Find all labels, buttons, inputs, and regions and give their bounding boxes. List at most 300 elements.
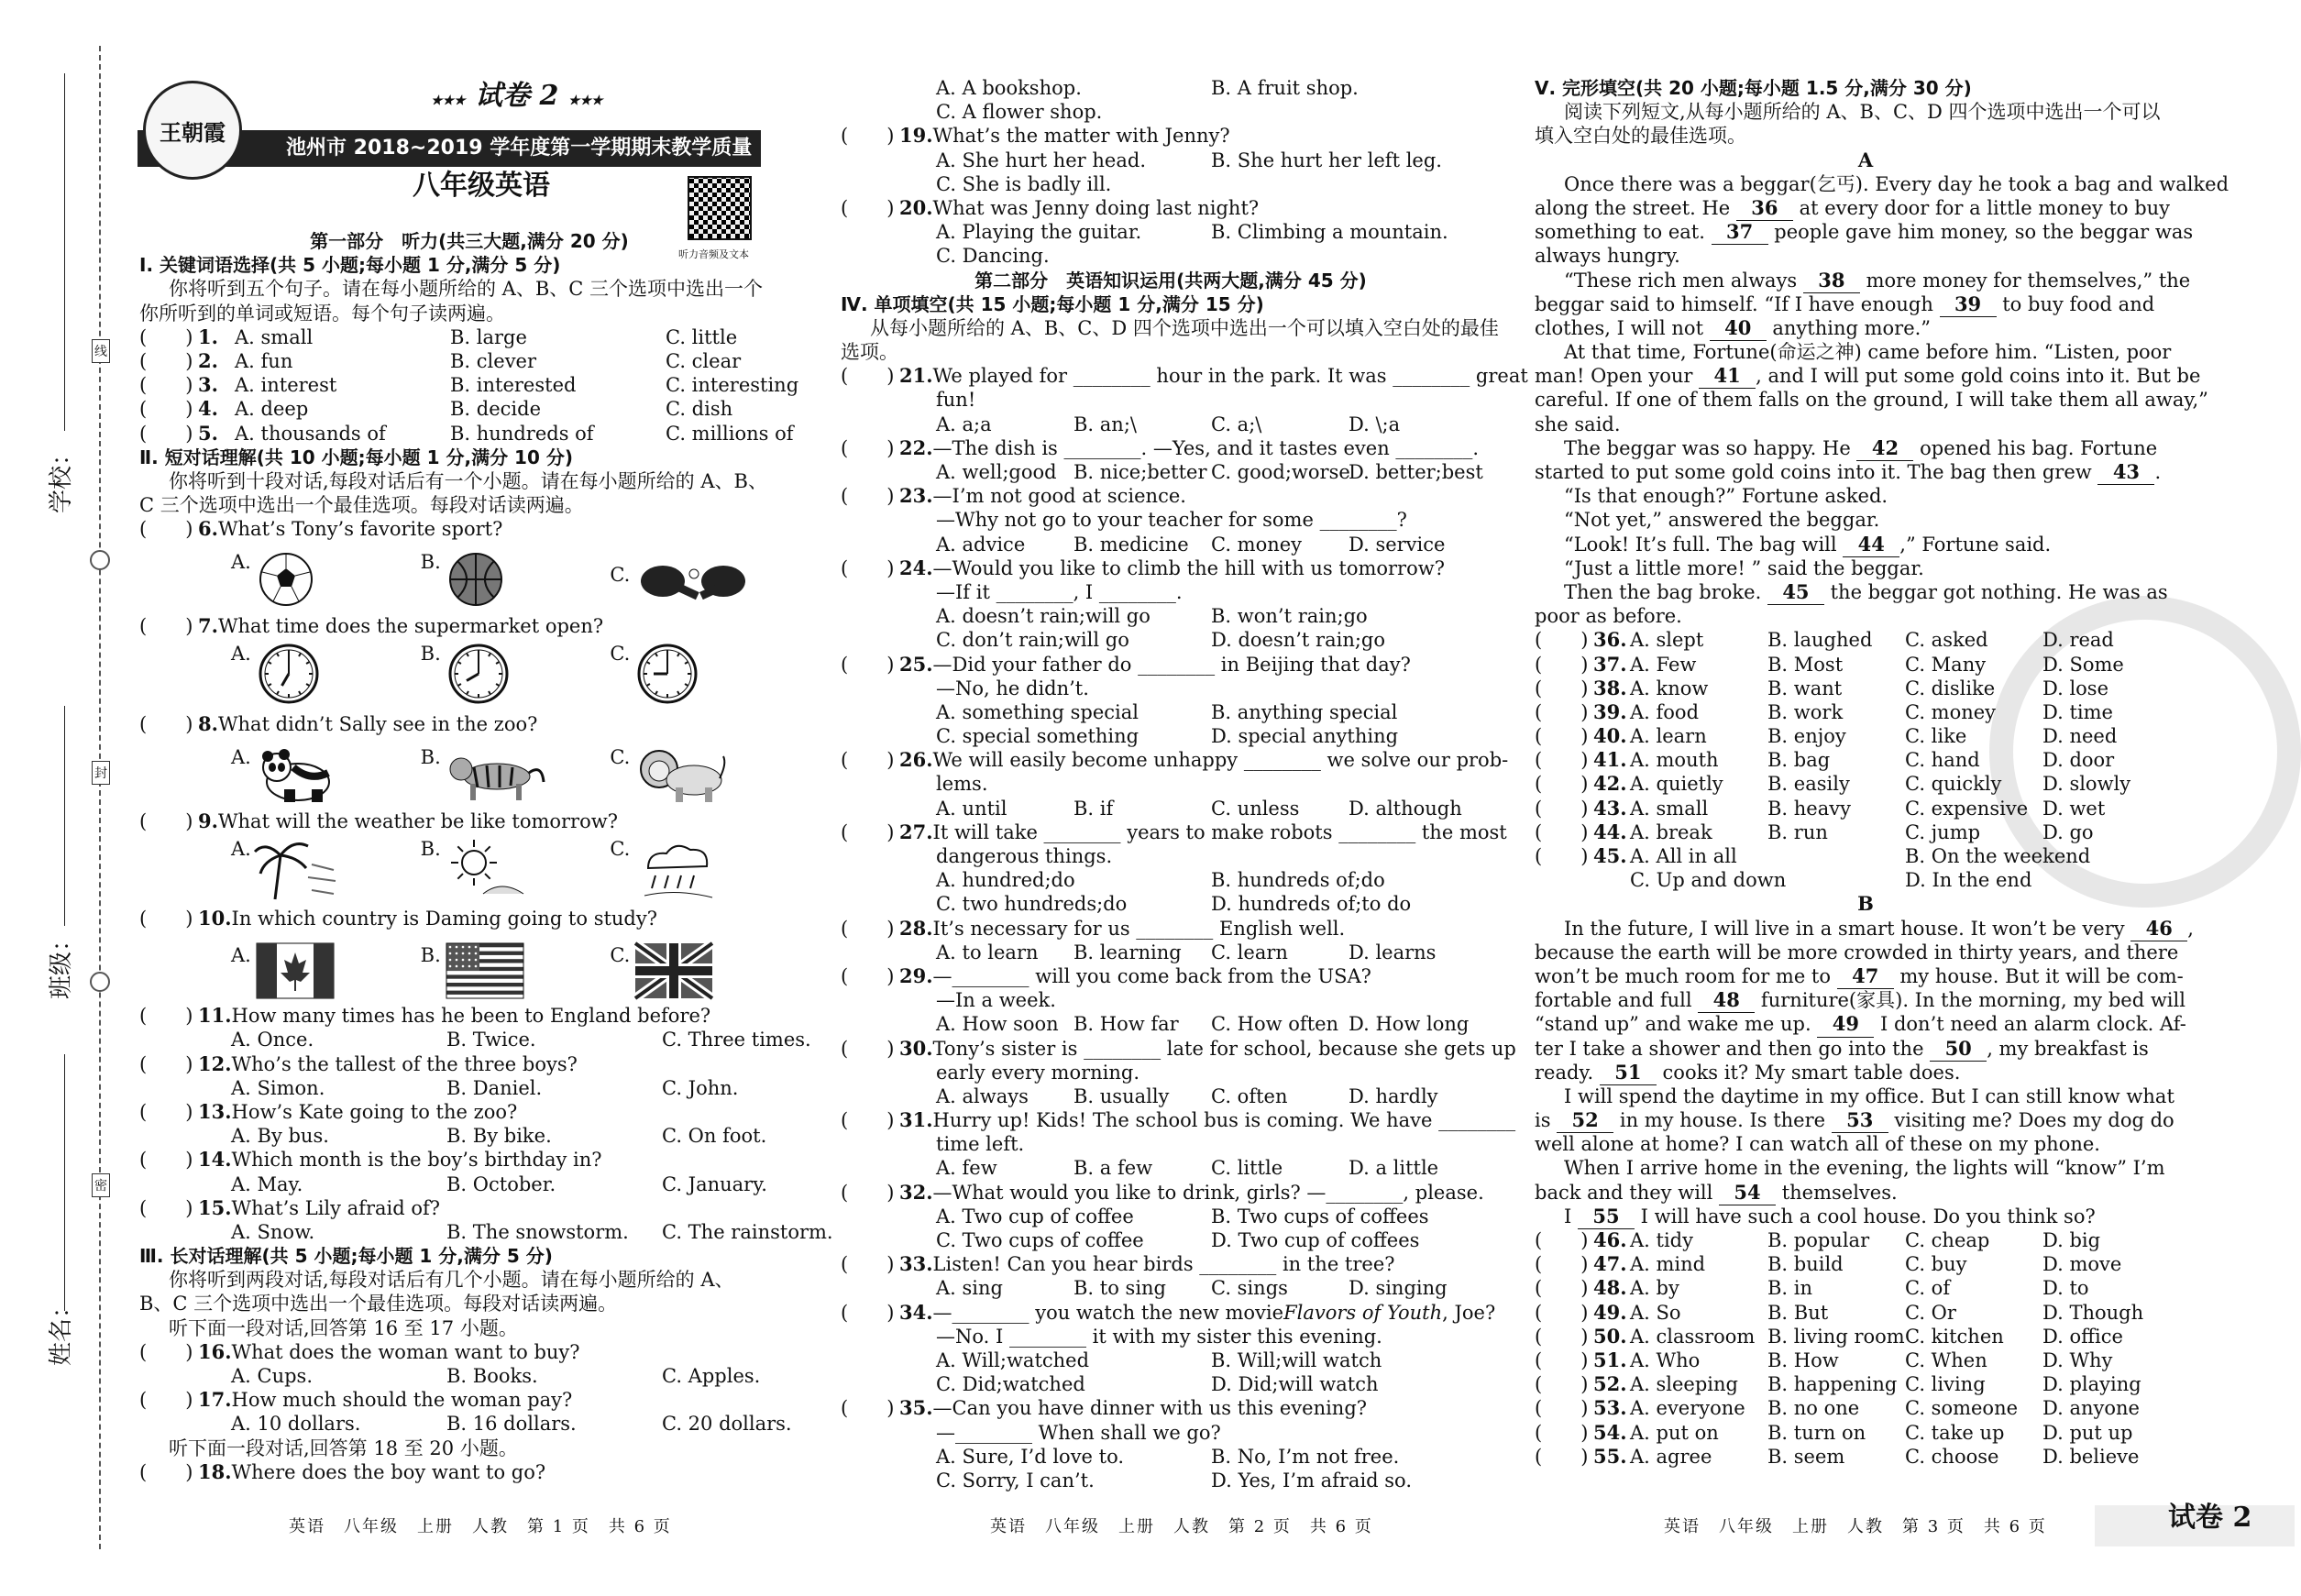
answer-bracket[interactable]: ( ) — [1535, 1253, 1589, 1276]
answer-bracket[interactable]: ( ) — [1535, 725, 1589, 748]
option[interactable]: A. put on — [1630, 1421, 1719, 1444]
answer-bracket[interactable]: ( ) — [139, 809, 193, 832]
answer-bracket[interactable]: ( ) — [1535, 1325, 1589, 1348]
section-heading — [841, 269, 1501, 292]
option[interactable]: A. sing — [936, 1277, 1003, 1300]
cloze-blank[interactable]: 41 — [1699, 364, 1756, 389]
option[interactable]: B. hundreds of — [450, 422, 594, 445]
option[interactable]: A. She hurt her head. — [936, 149, 1146, 171]
cloze-blank[interactable]: 54 — [1719, 1181, 1776, 1205]
picture-option[interactable] — [421, 837, 611, 907]
option[interactable]: A. Few — [1630, 653, 1697, 676]
option[interactable]: B. Most — [1767, 653, 1844, 676]
option[interactable]: C. quickly — [1905, 773, 2002, 796]
option[interactable]: D. move — [2042, 1253, 2122, 1276]
option[interactable]: C. don’t rain;will go — [936, 629, 1129, 652]
option[interactable]: C. two hundreds;do — [936, 893, 1128, 916]
answer-bracket[interactable]: ( ) — [139, 518, 193, 541]
cloze-blank[interactable]: 38 — [1803, 269, 1860, 293]
answer-bracket[interactable]: ( ) — [841, 1397, 895, 1420]
question-stem: —________ you watch the new movie — [932, 1301, 1284, 1324]
cloze-blank[interactable]: 47 — [1837, 964, 1894, 989]
answer-bracket[interactable]: ( ) — [841, 1037, 895, 1060]
cloze-blank[interactable]: 46 — [2130, 917, 2187, 941]
option[interactable]: D. hundreds of;to do — [1211, 893, 1412, 916]
option[interactable]: A. food — [1630, 700, 1700, 723]
option[interactable]: B. to sing — [1073, 1277, 1167, 1300]
cloze-blank[interactable]: 53 — [1832, 1108, 1888, 1133]
answer-bracket[interactable]: ( ) — [1535, 1421, 1589, 1444]
option[interactable]: C. dislike — [1905, 677, 1996, 699]
cloze-blank[interactable]: 52 — [1557, 1108, 1613, 1133]
option[interactable]: B. No, I’m not free. — [1211, 1445, 1400, 1468]
question-stem: What’s Lily afraid of? — [231, 1196, 441, 1219]
option[interactable]: B. usually — [1073, 1084, 1170, 1107]
answer-bracket[interactable]: ( ) — [841, 749, 895, 772]
option[interactable]: D. better;best — [1349, 461, 1483, 483]
option[interactable]: A. Will;watched — [936, 1348, 1090, 1371]
answer-bracket[interactable]: ( ) — [841, 436, 895, 459]
cloze-blank[interactable]: 51 — [1600, 1061, 1657, 1085]
option[interactable]: A. Simon. — [231, 1076, 325, 1099]
option[interactable]: D. \;a — [1349, 413, 1401, 435]
option[interactable]: B. an;\ — [1073, 413, 1137, 435]
answer-bracket[interactable]: ( ) — [841, 485, 895, 508]
option[interactable]: A. Sure, I’d love to. — [936, 1445, 1125, 1468]
option[interactable]: B. decide — [450, 398, 542, 421]
option[interactable]: C. hand — [1905, 749, 1980, 772]
answer-bracket[interactable]: ( ) — [1535, 820, 1589, 843]
answer-bracket[interactable]: ( ) — [1535, 629, 1589, 652]
option[interactable]: D. learns — [1349, 941, 1437, 963]
answer-bracket[interactable]: ( ) — [841, 964, 895, 987]
option[interactable]: A. Once. — [231, 1029, 314, 1051]
picture-option[interactable] — [421, 550, 611, 614]
option[interactable]: B. happening — [1767, 1373, 1898, 1396]
option[interactable]: A. hundred;do — [936, 869, 1075, 892]
option[interactable]: C. She is badly ill. — [936, 172, 1112, 195]
answer-bracket[interactable]: ( ) — [139, 349, 193, 372]
option[interactable]: B. build — [1767, 1253, 1844, 1276]
option[interactable]: C. The rainstorm. — [662, 1220, 833, 1243]
answer-bracket[interactable]: ( ) — [841, 1109, 895, 1132]
answer-bracket[interactable]: ( ) — [139, 1149, 193, 1172]
option[interactable]: A. fun — [235, 349, 293, 372]
answer-bracket[interactable]: ( ) — [1535, 845, 1589, 867]
cloze-blank[interactable]: 36 — [1736, 196, 1793, 221]
question-stem: We will easily become unhappy ________ we solve our prob- — [932, 749, 1509, 772]
answer-bracket[interactable]: ( ) — [1535, 1229, 1589, 1251]
cloze-blank[interactable]: 45 — [1767, 580, 1824, 605]
option[interactable]: C. On foot. — [662, 1125, 767, 1148]
option[interactable]: D. go — [2042, 820, 2094, 843]
option[interactable]: D. wet — [2042, 797, 2106, 820]
option[interactable]: A. small — [235, 325, 314, 348]
option[interactable]: D. office — [2042, 1325, 2123, 1348]
option[interactable]: B. nice;better — [1073, 461, 1207, 483]
answer-bracket[interactable]: ( ) — [1535, 700, 1589, 723]
option[interactable]: A. Two cup of coffee — [936, 1205, 1134, 1227]
option[interactable]: D. lose — [2042, 677, 2109, 699]
option[interactable]: C. Apples. — [662, 1365, 761, 1387]
option[interactable]: B. seem — [1767, 1445, 1845, 1468]
option[interactable]: A. advice — [936, 533, 1026, 556]
option[interactable]: C. take up — [1905, 1421, 2005, 1444]
option[interactable]: C. of — [1905, 1277, 1951, 1300]
option[interactable]: B. interested — [450, 374, 577, 397]
option[interactable]: A. A bookshop. — [936, 77, 1082, 99]
instruction-text: C 三个选项中选出一个最佳选项。每段对话读两遍。 — [139, 494, 584, 517]
option[interactable]: C. asked — [1905, 629, 1988, 652]
option[interactable]: C. Or — [1905, 1301, 1956, 1324]
option[interactable]: A. Cups. — [231, 1365, 314, 1387]
option[interactable]: A. 10 dollars. — [231, 1413, 361, 1436]
option[interactable]: C. interesting — [666, 374, 799, 397]
option[interactable]: C. Three times. — [662, 1029, 811, 1051]
option[interactable]: C. dish — [666, 398, 733, 421]
option[interactable]: D. Yes, I’m afraid so. — [1211, 1469, 1413, 1491]
option[interactable]: B. hundreds of;do — [1211, 869, 1385, 892]
option[interactable]: B. laughed — [1767, 629, 1873, 652]
option[interactable]: A. quietly — [1630, 773, 1723, 796]
answer-bracket[interactable]: ( ) — [841, 653, 895, 676]
option[interactable]: C. living — [1905, 1373, 1986, 1396]
option[interactable]: A. few — [936, 1157, 997, 1180]
option[interactable]: C. someone — [1905, 1397, 2019, 1420]
option[interactable]: D. put up — [2042, 1421, 2133, 1444]
option[interactable]: A. until — [936, 797, 1007, 820]
option[interactable]: B. enjoy — [1767, 725, 1846, 748]
option[interactable]: A. How soon — [936, 1013, 1059, 1036]
question-number: 2. — [198, 348, 218, 372]
picture-option[interactable] — [610, 642, 799, 711]
answer-bracket[interactable]: ( ) — [139, 1052, 193, 1075]
question-row — [1535, 820, 2196, 844]
picture-option[interactable] — [610, 837, 799, 907]
answer-bracket[interactable]: ( ) — [139, 1340, 193, 1363]
option[interactable]: A. to learn — [936, 941, 1039, 963]
option[interactable]: B. easily — [1767, 773, 1850, 796]
answer-bracket[interactable]: ( ) — [841, 820, 895, 843]
option[interactable]: A. small — [1630, 797, 1709, 820]
option[interactable]: A. May. — [231, 1172, 303, 1195]
option[interactable]: A. mouth — [1630, 749, 1719, 772]
option[interactable]: D. although — [1349, 797, 1462, 820]
option[interactable]: B. How far — [1073, 1013, 1179, 1036]
option[interactable]: A. thousands of — [235, 422, 386, 445]
options — [841, 460, 1501, 484]
answer-bracket[interactable]: ( ) — [1535, 1348, 1589, 1371]
question-row — [1535, 1421, 2196, 1445]
option[interactable]: C. Many — [1905, 653, 1987, 676]
option[interactable]: B. want — [1767, 677, 1843, 699]
cloze-blank[interactable]: 37 — [1712, 220, 1768, 245]
option[interactable]: A. agree — [1630, 1445, 1712, 1468]
option[interactable]: A. well;good — [936, 461, 1057, 483]
option[interactable]: A. by — [1630, 1277, 1679, 1300]
option[interactable]: A. always — [936, 1084, 1029, 1107]
answer-bracket[interactable]: ( ) — [841, 125, 895, 148]
question-continuation — [841, 844, 1501, 868]
option[interactable]: C. Up and down — [1630, 869, 1787, 892]
option[interactable]: D. Some — [2042, 653, 2124, 676]
option[interactable]: B. Twice. — [446, 1029, 536, 1051]
option[interactable]: D. Why — [2042, 1348, 2113, 1371]
option[interactable]: A. mind — [1630, 1253, 1706, 1276]
question-row — [1535, 1348, 2196, 1372]
question-number: 26. — [899, 748, 933, 772]
option[interactable]: D. read — [2042, 629, 2114, 652]
option[interactable]: C. cheap — [1905, 1229, 1990, 1251]
passage-line — [1535, 269, 2196, 292]
option[interactable]: C. money — [1905, 700, 1997, 723]
question-row — [1535, 1252, 2196, 1276]
option[interactable]: A. interest — [235, 374, 337, 397]
option[interactable]: C. Dancing. — [936, 245, 1050, 268]
question-stem: dangerous things. — [936, 845, 1113, 867]
picture-option[interactable] — [231, 837, 421, 907]
answer-bracket[interactable]: ( ) — [1535, 749, 1589, 772]
option[interactable]: C. little — [666, 325, 738, 348]
picture-option[interactable] — [231, 943, 421, 1004]
option[interactable]: B. run — [1767, 820, 1828, 843]
picture-option[interactable] — [421, 943, 611, 1004]
option[interactable]: A. All in all — [1630, 845, 1737, 867]
cloze-blank[interactable]: 40 — [1710, 316, 1767, 341]
question-stem: —________ will you come back from the USA? — [932, 964, 1371, 987]
picture-option[interactable] — [610, 745, 799, 809]
answer-bracket[interactable]: ( ) — [139, 908, 193, 930]
option[interactable]: D. singing — [1349, 1277, 1448, 1300]
option[interactable]: C. When — [1905, 1348, 1987, 1371]
cloze-blank[interactable]: 44 — [1843, 533, 1899, 557]
option[interactable]: A. So — [1630, 1301, 1681, 1324]
answer-bracket[interactable]: ( ) — [139, 615, 193, 638]
answer-bracket[interactable]: ( ) — [1535, 1301, 1589, 1324]
option[interactable]: B. in — [1767, 1277, 1813, 1300]
option[interactable]: D. In the end — [1905, 869, 2032, 892]
option[interactable]: A. deep — [235, 398, 309, 421]
cloze-blank[interactable]: 49 — [1817, 1012, 1874, 1037]
option[interactable]: B. if — [1073, 797, 1114, 820]
option[interactable]: A. learn — [1630, 725, 1707, 748]
option[interactable]: C. Sorry, I can’t. — [936, 1469, 1095, 1491]
passage-line — [1535, 988, 2196, 1012]
option[interactable]: B. won’t rain;go — [1211, 605, 1368, 628]
option[interactable]: B. A fruit shop. — [1211, 77, 1359, 99]
option[interactable]: D. time — [2042, 700, 2113, 723]
answer-bracket[interactable]: ( ) — [139, 1389, 193, 1412]
option[interactable]: A. By bus. — [231, 1125, 329, 1148]
option[interactable]: B. By bike. — [446, 1125, 552, 1148]
answer-bracket[interactable]: ( ) — [1535, 797, 1589, 820]
option[interactable]: A. break — [1630, 820, 1712, 843]
answer-bracket[interactable]: ( ) — [841, 1181, 895, 1204]
option[interactable]: A. everyone — [1630, 1397, 1745, 1420]
answer-bracket[interactable]: ( ) — [139, 712, 193, 735]
option[interactable]: D. Though — [2042, 1301, 2144, 1324]
options — [1630, 1252, 2180, 1276]
option[interactable]: C. special something — [936, 725, 1139, 748]
option[interactable]: C. a;\ — [1211, 413, 1262, 435]
passage-text: won’t be much room for me to — [1535, 964, 1837, 987]
picture-option[interactable] — [231, 642, 421, 711]
option[interactable]: C. jump — [1905, 820, 1981, 843]
option[interactable]: D. doesn’t rain;go — [1211, 629, 1386, 652]
option[interactable]: B. learning — [1073, 941, 1182, 963]
option[interactable]: D. Did;will watch — [1211, 1373, 1379, 1396]
option[interactable]: A. something special — [936, 700, 1139, 723]
picture-option[interactable] — [421, 642, 611, 711]
answer-bracket[interactable]: ( ) — [139, 1005, 193, 1028]
option[interactable]: B. Will;will watch — [1211, 1348, 1382, 1371]
option[interactable]: C. choose — [1905, 1445, 1999, 1468]
picture-option[interactable] — [610, 563, 799, 614]
option[interactable]: B. On the weekend — [1905, 845, 2091, 867]
option[interactable]: C. like — [1905, 725, 1967, 748]
answer-bracket[interactable]: ( ) — [841, 1301, 895, 1324]
option[interactable]: C. little — [1211, 1157, 1283, 1180]
option[interactable]: D. door — [2042, 749, 2115, 772]
cloze-blank[interactable]: 42 — [1856, 436, 1913, 461]
option[interactable]: C. Two cups of coffee — [936, 1229, 1144, 1251]
answer-bracket[interactable]: ( ) — [841, 1253, 895, 1276]
option[interactable]: B. 16 dollars. — [446, 1413, 577, 1436]
option[interactable]: B. But — [1767, 1301, 1829, 1324]
answer-bracket[interactable]: ( ) — [139, 325, 193, 348]
option[interactable]: B. Climbing a mountain. — [1211, 221, 1448, 244]
option[interactable]: B. October. — [446, 1172, 556, 1195]
option[interactable]: A. Who — [1630, 1348, 1701, 1371]
option[interactable]: C. learn — [1211, 941, 1288, 963]
option[interactable]: A. slept — [1630, 629, 1704, 652]
option[interactable]: B. heavy — [1767, 797, 1851, 820]
cloze-blank[interactable]: 55 — [1578, 1205, 1635, 1229]
option[interactable]: A. sleeping — [1630, 1373, 1738, 1396]
option[interactable]: D. need — [2042, 725, 2118, 748]
picture-option[interactable] — [610, 943, 799, 1004]
option[interactable]: C. clear — [666, 349, 742, 372]
answer-bracket[interactable]: ( ) — [841, 196, 895, 219]
option[interactable]: C. John. — [662, 1076, 739, 1099]
option[interactable]: B. no one — [1767, 1397, 1860, 1420]
option[interactable]: B. Daniel. — [446, 1076, 543, 1099]
option[interactable]: D. slowly — [2042, 773, 2131, 796]
cloze-blank[interactable]: 39 — [1940, 292, 1997, 317]
picture-option[interactable] — [231, 550, 421, 614]
option[interactable]: C. money — [1211, 533, 1303, 556]
option[interactable]: C. 20 dollars. — [662, 1413, 792, 1436]
picture-option[interactable] — [231, 745, 421, 809]
option[interactable]: D. playing — [2042, 1373, 2141, 1396]
cloze-blank[interactable]: 48 — [1698, 988, 1755, 1013]
answer-bracket[interactable]: ( ) — [1535, 1373, 1589, 1396]
option[interactable]: B. turn on — [1767, 1421, 1866, 1444]
option[interactable]: A. Snow. — [231, 1220, 315, 1243]
option[interactable]: C. unless — [1211, 797, 1300, 820]
option[interactable]: B. bag — [1767, 749, 1831, 772]
option[interactable]: D. hardly — [1349, 1084, 1438, 1107]
option[interactable]: B. medicine — [1073, 533, 1189, 556]
option[interactable]: D. big — [2042, 1229, 2101, 1251]
answer-bracket[interactable]: ( ) — [139, 398, 193, 421]
option[interactable]: B. Books. — [446, 1365, 538, 1387]
cloze-blank[interactable]: 43 — [2097, 460, 2154, 485]
passage-text: man! Open your — [1535, 365, 1700, 388]
option[interactable]: A. know — [1630, 677, 1709, 699]
answer-bracket[interactable]: ( ) — [841, 556, 895, 579]
answer-bracket[interactable]: ( ) — [139, 1196, 193, 1219]
option[interactable]: A. doesn’t rain;will go — [936, 605, 1150, 628]
option[interactable]: D. a little — [1349, 1157, 1439, 1180]
option[interactable]: C. A flower shop. — [936, 101, 1103, 124]
option[interactable]: B. The snowstorm. — [446, 1220, 629, 1243]
question-number: 15. — [198, 1195, 232, 1219]
option[interactable]: D. How long — [1349, 1013, 1470, 1036]
answer-bracket[interactable]: ( ) — [841, 917, 895, 940]
option[interactable]: D. Two cup of coffees — [1211, 1229, 1420, 1251]
answer-bracket[interactable]: ( ) — [841, 365, 895, 388]
option[interactable]: D. anyone — [2042, 1397, 2140, 1420]
answer-bracket[interactable]: ( ) — [1535, 1397, 1589, 1420]
option[interactable]: C. good;worse — [1211, 461, 1350, 483]
answer-bracket[interactable]: ( ) — [1535, 773, 1589, 796]
cloze-blank[interactable]: 50 — [1930, 1037, 1987, 1062]
option[interactable]: C. often — [1211, 1084, 1288, 1107]
answer-bracket[interactable]: ( ) — [139, 1460, 193, 1483]
option[interactable]: B. popular — [1767, 1229, 1870, 1251]
passage-text: The beggar was so happy. He — [1564, 436, 1857, 459]
option[interactable]: A. tidy — [1630, 1229, 1693, 1251]
option[interactable]: B. large — [450, 325, 527, 348]
question-number: 35. — [899, 1396, 933, 1420]
option[interactable]: C. January. — [662, 1172, 767, 1195]
option[interactable]: B. She hurt her left leg. — [1211, 149, 1442, 171]
option[interactable]: A. classroom — [1630, 1325, 1756, 1348]
option[interactable]: A. Playing the guitar. — [936, 221, 1142, 244]
option[interactable]: B. clever — [450, 349, 537, 372]
option[interactable]: B. anything special — [1211, 700, 1398, 723]
option[interactable]: A. a;a — [936, 413, 992, 435]
option[interactable]: D. believe — [2042, 1445, 2140, 1468]
answer-bracket[interactable]: ( ) — [139, 1100, 193, 1123]
option[interactable]: C. kitchen — [1905, 1325, 2004, 1348]
option[interactable]: C. How often — [1211, 1013, 1339, 1036]
option[interactable]: D. service — [1349, 533, 1446, 556]
picture-option[interactable] — [421, 745, 611, 809]
answer-bracket[interactable]: ( ) — [139, 374, 193, 397]
option[interactable]: B. living room — [1767, 1325, 1905, 1348]
option[interactable]: C. sings — [1211, 1277, 1288, 1300]
option[interactable]: C. expensive — [1905, 797, 2029, 820]
option[interactable]: B. work — [1767, 700, 1844, 723]
option[interactable]: D. to — [2042, 1277, 2089, 1300]
answer-bracket[interactable]: ( ) — [1535, 677, 1589, 699]
answer-bracket[interactable]: ( ) — [1535, 1445, 1589, 1468]
option[interactable]: C. buy — [1905, 1253, 1967, 1276]
ping-pong-image — [630, 563, 754, 614]
answer-bracket[interactable]: ( ) — [1535, 653, 1589, 676]
option[interactable]: B. How — [1767, 1348, 1839, 1371]
option[interactable]: B. Two cups of coffees — [1211, 1205, 1429, 1227]
option[interactable]: D. special anything — [1211, 725, 1399, 748]
options — [841, 1276, 1501, 1300]
option[interactable]: B. a few — [1073, 1157, 1153, 1180]
option[interactable]: C. Did;watched — [936, 1373, 1085, 1396]
answer-bracket[interactable]: ( ) — [1535, 1277, 1589, 1300]
answer-bracket[interactable]: ( ) — [139, 422, 193, 445]
option[interactable]: C. millions of — [666, 422, 794, 445]
